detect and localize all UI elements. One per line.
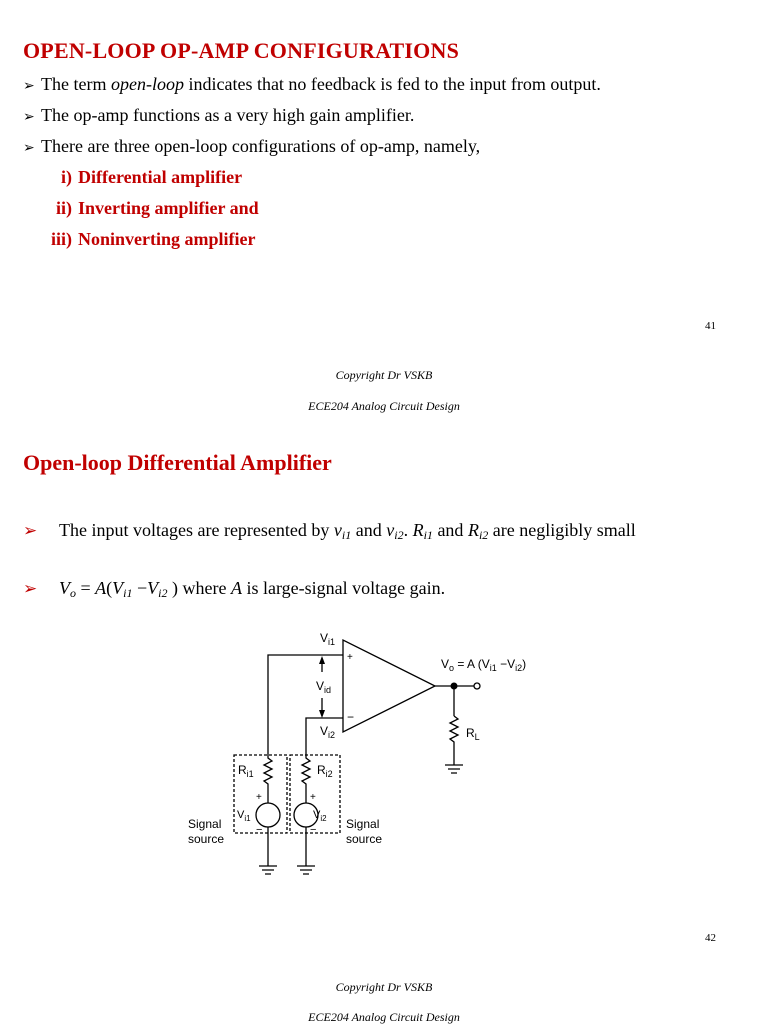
arrow-bullet-icon: ➢ [23,579,38,599]
bullet-emphasis: open-loop [110,74,184,94]
var-v: V [147,578,159,598]
label-vi2: $V_{i2}$ [320,724,336,740]
bullet-text: where [178,578,231,598]
resistor-rl [450,716,458,765]
arrowhead-down [319,710,325,718]
arrow-bullet-icon: ➢ [23,78,35,94]
var-r: R [412,520,424,540]
list-number: ii) [56,198,72,218]
bullet-text: The term [41,74,111,94]
bullet-text: indicates that no feedback is fed to the input from output. [183,74,601,94]
ground-rl [445,765,463,773]
output-node-dot [451,683,458,690]
resistor-ri2 [302,753,310,803]
list-label: Differential amplifier [78,167,243,187]
slide-41-title: OPEN-LOOP OP-AMP CONFIGURATIONS [23,38,460,63]
bullet-text: The op-amp functions as a very high gain amplifier. [41,105,415,125]
label-minus: − [347,710,355,724]
ground-2 [297,866,315,874]
subscript: i2 [394,528,404,542]
arrow-bullet-icon: ➢ [23,140,35,156]
label-source-right: source [346,832,383,846]
subscript: i1 [423,528,433,542]
label-src2: $V_{i2}$ [313,809,327,823]
bullet-open-loop [23,73,601,97]
arrow-bullet-icon: ➢ [23,521,38,541]
label-signal-right: Signal [346,817,380,831]
paren: ( [106,578,113,598]
var-v: v [386,520,395,540]
label-ri1: $R_{i1}$ [238,763,254,779]
differential-amplifier-circuit [0,620,768,880]
subscript: o [70,586,76,600]
var-vo: V [59,578,70,598]
bullet-text: is large-signal voltage gain. [241,578,446,598]
equals: = [76,578,96,598]
bullet-text: and [351,520,387,540]
label-plus: + [347,652,353,663]
footer-copyright: Copyright Dr VSKB [335,368,433,382]
subscript: i2 [478,528,489,542]
label-ri2: $R_{i2}$ [317,763,333,779]
list-item [24,198,259,219]
list-number: iii) [51,229,72,249]
label-source-left: source [188,832,225,846]
minus: − [132,578,148,598]
label-vid: $V_{id}$ [316,679,332,695]
paren: ) [167,578,178,598]
var-r: R [467,520,479,540]
label-signal-left: Signal [188,817,222,831]
footer-copyright: Copyright Dr VSKB [335,980,433,994]
bullet-high-gain [23,104,414,128]
label-src1-plus: + [256,792,262,803]
output-terminal [474,683,480,689]
op-amp-triangle [343,640,435,732]
var-v: V [112,578,124,598]
var-a: A [95,578,107,598]
var-a: A [230,578,242,598]
arrow-bullet-icon: ➢ [23,109,35,125]
label-rl: $R_L$ [466,726,480,742]
label-src2-plus: + [310,792,316,803]
var-v: v [333,520,342,540]
bullet-text: are negligibly small [488,520,636,540]
page-number: 42 [705,932,716,944]
footer-course: ECE204 Analog Circuit Design [308,399,460,413]
page-number: 41 [705,320,716,332]
bullet-three-configs [23,135,480,159]
list-label: Noninverting amplifier [78,229,256,249]
bullet-text: . [403,520,413,540]
bullet-text: There are three open-loop configurations of op-amp, namely, [41,136,481,156]
label-vi1: $V_{i1}$ [320,631,336,647]
label-vo-expression: $V_o = A$ $(V_{i1} -V_{i2})$ [441,657,527,673]
label-src1: $V_{i1}$ [237,809,251,823]
list-number: i) [61,167,72,187]
bullet-output-equation [23,576,716,606]
arrowhead-up [319,656,325,664]
subscript: i2 [158,586,168,600]
label-src2-minus: − [310,824,317,836]
list-item [24,229,256,250]
list-item [24,167,242,188]
label-src1-minus: − [256,824,263,836]
resistor-ri1 [264,753,272,803]
slide-42-title: Open-loop Differential Amplifier [23,450,332,475]
bullet-text: The input voltages are represented by [59,520,334,540]
ground-1 [259,866,277,874]
subscript: i1 [341,528,352,542]
bullet-text: and [432,520,468,540]
bullet-input-voltages [23,518,716,548]
list-label: Inverting amplifier and [78,198,259,218]
subscript: i1 [123,586,133,600]
footer-course: ECE204 Analog Circuit Design [308,1010,460,1024]
